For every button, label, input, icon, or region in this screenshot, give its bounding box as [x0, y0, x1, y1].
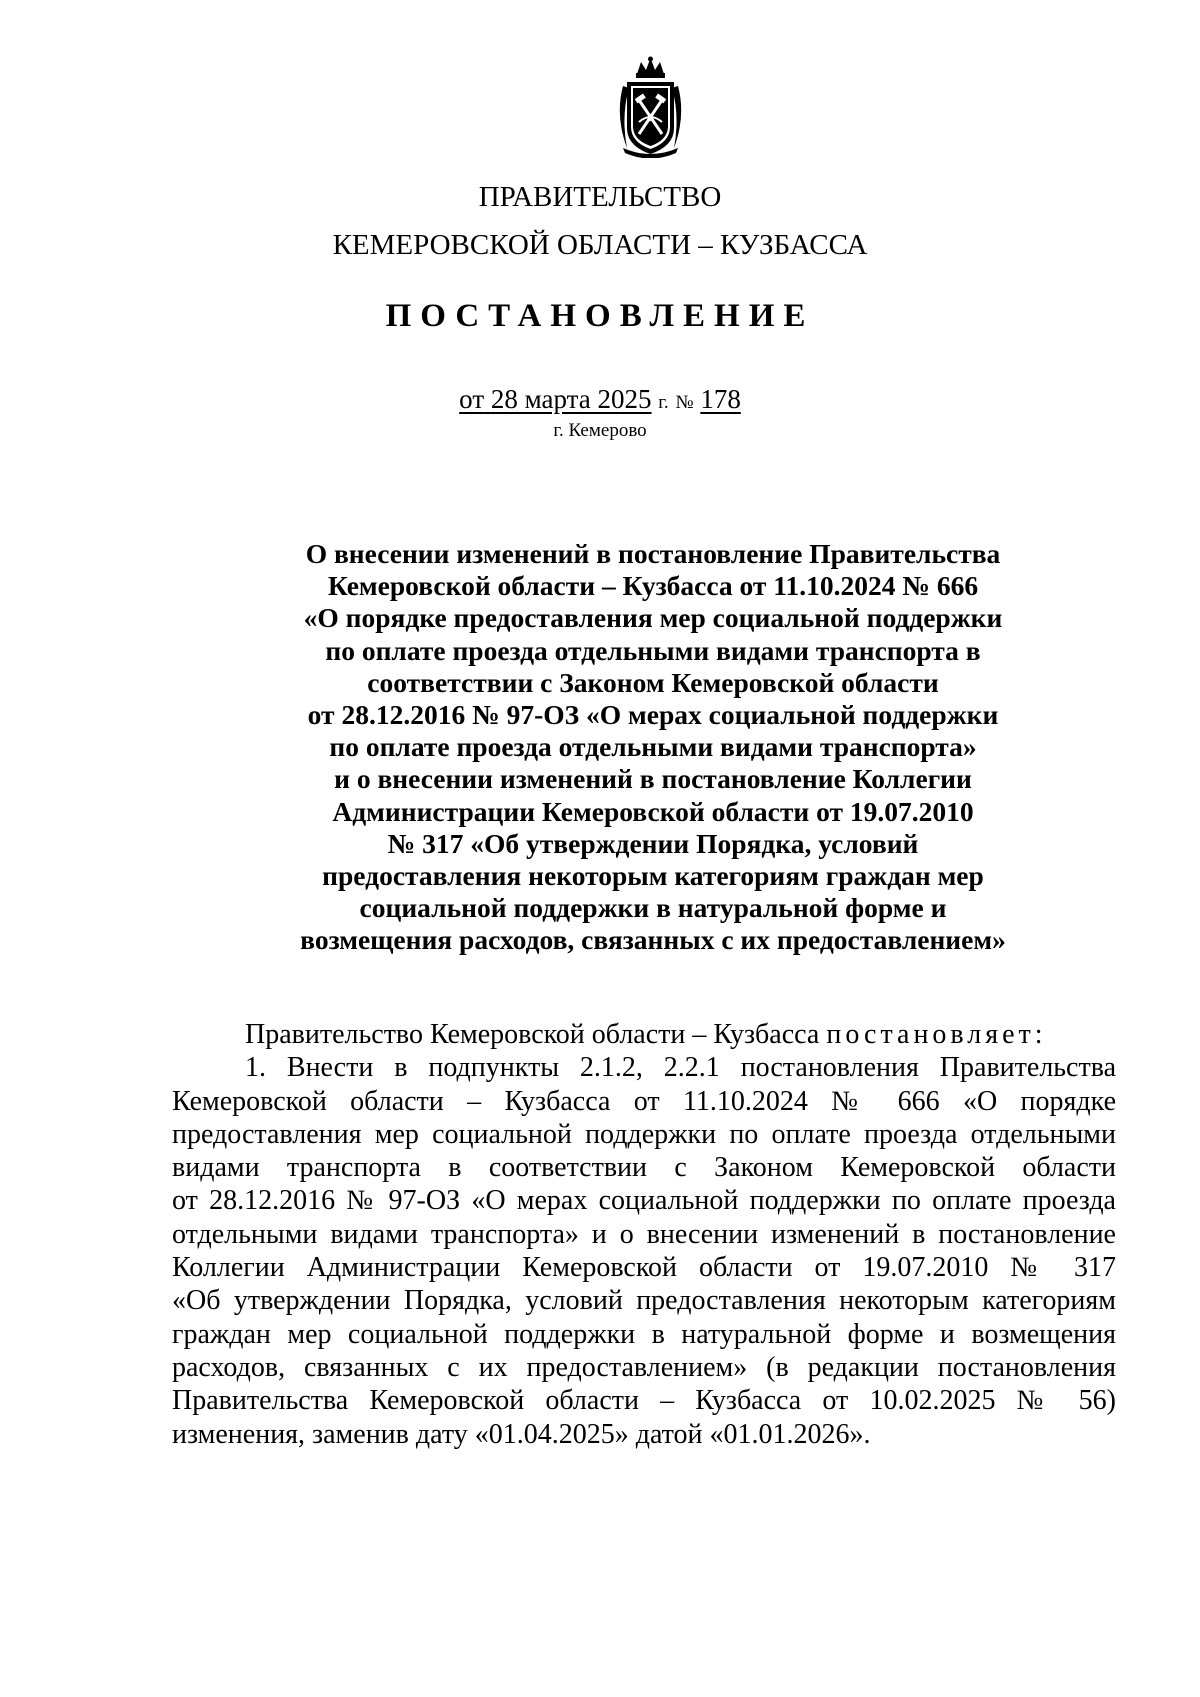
- coat-of-arms-icon: [613, 56, 688, 158]
- title-line: Кемеровской области – Кузбасса от 11.10.2024 № 666: [327, 570, 979, 602]
- title-line: от 28.12.2016 № 97-ОЗ «О мерах социальной поддержки: [307, 699, 999, 731]
- title-line: № 317 «Об утверждении Порядка, условий: [387, 827, 919, 859]
- paragraph-line: Кемеровской области – Кузбасса от 11.10.2024 № 666 «О порядке: [172, 1085, 1116, 1117]
- title-line: социальной поддержки в натуральной форме и: [359, 892, 947, 924]
- paragraph-line-last: изменения, заменив дату «01.04.2025» датой «01.01.2026».: [172, 1418, 871, 1450]
- title-line: О внесении изменений в постановление Правительства: [305, 538, 1001, 569]
- title-line: по оплате проезда отдельными видами транспорта в: [325, 634, 981, 666]
- paragraph-line: Коллегии Администрации Кемеровской области от 19.07.2010 № 317: [172, 1252, 1116, 1284]
- date-prefix: от: [459, 384, 485, 414]
- title-line: Администрации Кемеровской области от 19.07.2010: [332, 795, 974, 827]
- title-line: предоставления некоторым категориям граждан мер: [322, 860, 984, 892]
- title-line: возмещения расходов, связанных с их предоставлением»: [300, 924, 1006, 956]
- decree-word: постановляет:: [826, 1019, 1047, 1050]
- document-date: 28 марта 2025: [490, 384, 652, 414]
- document-number: 178: [700, 384, 741, 414]
- title-line: и о внесении изменений в постановление Коллегии: [334, 763, 972, 795]
- document-type-heading: ПОСТАНОВЛЕНИЕ: [385, 298, 815, 334]
- title-line: соответствии с Законом Кемеровской области: [367, 666, 939, 698]
- preamble-line: [172, 1018, 1116, 1051]
- document-city: г. Кемерово: [553, 420, 647, 441]
- paragraph-line: Правительства Кемеровской области – Кузбасса от 10.02.2025 № 56): [172, 1385, 1116, 1417]
- document-body: [172, 1018, 1116, 1451]
- paragraph-line: 1. Внести в подпункты 2.1.2, 2.2.1 постановления Правительства: [245, 1052, 1116, 1084]
- paragraph-line: расходов, связанных с их предоставлением» (в редакции постановления: [172, 1351, 1116, 1383]
- date-year-suffix: г.: [658, 392, 669, 413]
- organization-name-line2: КЕМЕРОВСКОЙ ОБЛАСТИ – КУЗБАССА: [332, 229, 868, 261]
- date-number-line: [0, 383, 1200, 419]
- document-title: [260, 538, 1046, 957]
- organization-name-line1: ПРАВИТЕЛЬСТВО: [478, 181, 722, 213]
- paragraph-line: от 28.12.2016 № 97-ОЗ «О мерах социальной поддержки по оплате проезда: [172, 1185, 1116, 1217]
- paragraph-line: граждан мер социальной поддержки в натуральной форме и возмещения: [172, 1318, 1116, 1350]
- paragraph-line: отдельными видами транспорта» и о внесении изменений в постановление: [172, 1218, 1116, 1250]
- paragraph-line: «Об утверждении Порядка, условий предоставления некоторым категориям: [172, 1285, 1116, 1317]
- preamble-text: Правительство Кемеровской области – Кузбасса: [245, 1019, 820, 1050]
- paragraph-line: предоставления мер социальной поддержки по оплате проезда отдельными: [172, 1118, 1116, 1150]
- title-line: по оплате проезда отдельными видами транспорта»: [329, 731, 977, 763]
- title-line: «О порядке предоставления мер социальной поддержки: [303, 602, 1003, 634]
- paragraph-line: видами транспорта в соответствии с Законом Кемеровской области: [172, 1152, 1116, 1184]
- number-sign: №: [675, 392, 694, 413]
